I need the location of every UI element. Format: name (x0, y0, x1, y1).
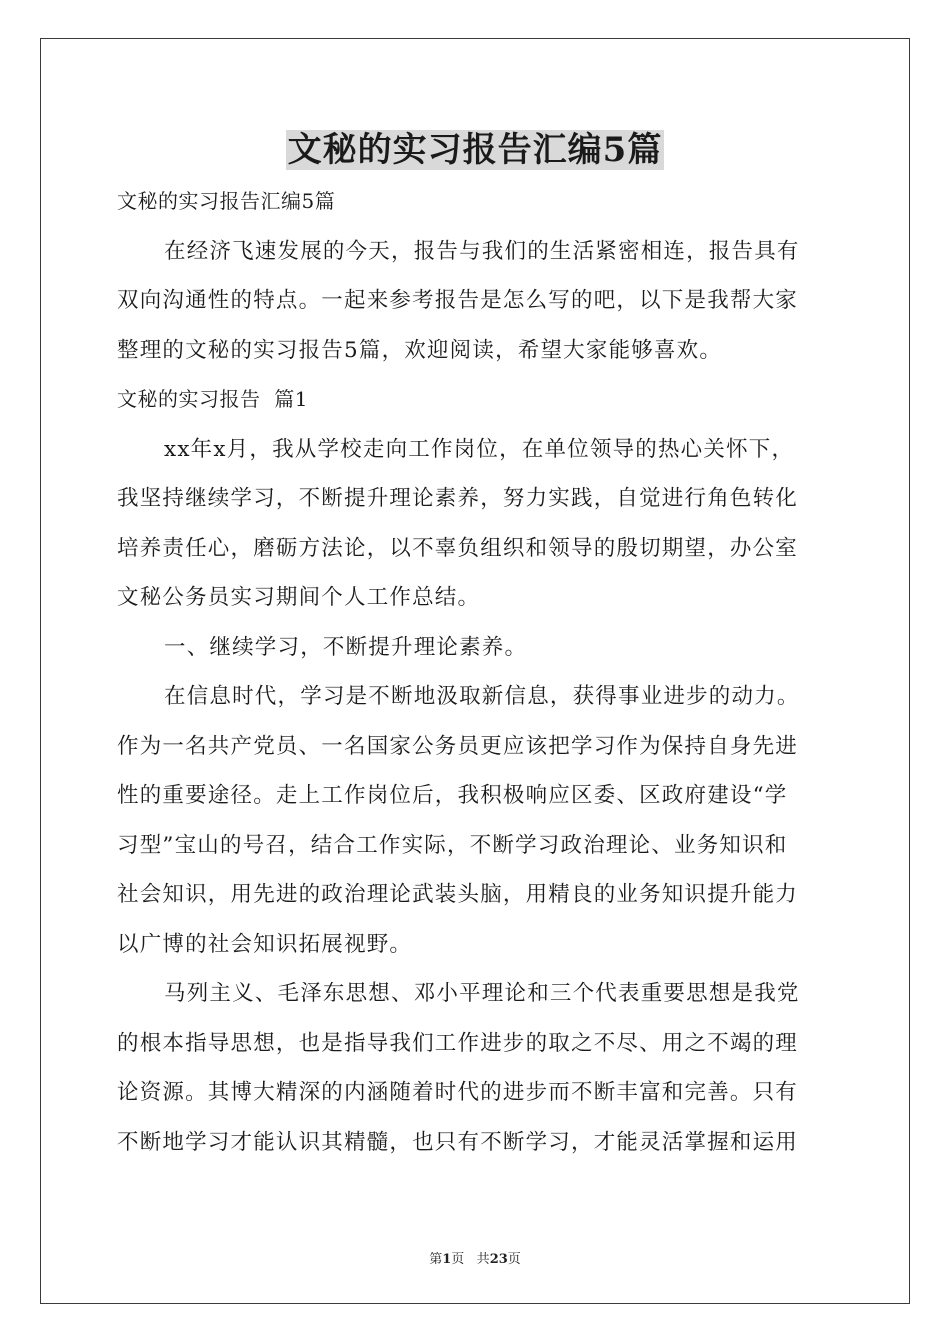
paragraph-line: 在信息时代，学习是不断地汲取新信息，获得事业进步的动力。 (164, 684, 800, 709)
intro-line: 双向沟通性的特点。一起来参考报告是怎么写的吧，以下是我帮大家 (117, 288, 799, 313)
paragraph-line: 以广博的社会知识拓展视野。 (117, 931, 413, 957)
page-number: 1 (442, 1252, 452, 1267)
paragraph-line: 习型”宝山的号召，结合工作实际，不断学习政治理论、业务知识和 (117, 832, 788, 858)
page-footer (0, 1248, 950, 1267)
paragraph-line: 的根本指导思想，也是指导我们工作进步的取之不尽、用之不竭的理 (117, 1030, 799, 1056)
intro-line: 在经济飞速发展的今天，报告与我们的生活紧密相连，报告具有 (164, 238, 800, 264)
page-suffix: 页 (451, 1252, 465, 1267)
point-heading: 一、继续学习，不断提升理论素养。 (164, 634, 528, 660)
paragraph-line: 我坚持继续学习，不断提升理论素养，努力实践，自觉进行角色转化 (117, 486, 799, 511)
paragraph-line: 作为一名共产党员、一名国家公务员更应该把学习作为保持自身先进 (117, 733, 799, 759)
document-body (117, 177, 847, 1167)
document-subtitle: 文秘的实习报告汇编5篇 (117, 189, 336, 213)
paragraph-line: 社会知识，用先进的政治理论武装头脑，用精良的业务知识提升能力 (117, 882, 799, 907)
section-heading: 文秘的实习报告 篇1 (117, 387, 308, 411)
paragraph-line: 文秘公务员实习期间个人工作总结。 (117, 585, 481, 610)
paragraph-line: 性的重要途径。走上工作岗位后，我积极响应区委、区政府建设“学 (117, 783, 788, 808)
total-pages: 23 (489, 1252, 508, 1267)
paragraph-line: 论资源。其博大精深的内涵随着时代的进步而不断丰富和完善。只有 (117, 1080, 799, 1105)
document-title: 文秘的实习报告汇编5篇 (287, 130, 663, 170)
page-prefix: 第 (429, 1252, 443, 1267)
paragraph-line: xx年x月，我从学校走向工作岗位，在单位领导的热心关怀下， (164, 436, 795, 462)
intro-line: 整理的文秘的实习报告5篇，欢迎阅读，希望大家能够喜欢。 (117, 337, 723, 363)
total-prefix: 共 (476, 1252, 490, 1267)
paragraph-line: 马列主义、毛泽东思想、邓小平理论和三个代表重要思想是我党 (164, 981, 800, 1006)
paragraph-line: 培养责任心，磨砺方法论，以不辜负组织和领导的殷切期望，办公室 (117, 535, 799, 561)
paragraph-line: 不断地学习才能认识其精髓，也只有不断学习，才能灵活掌握和运用 (117, 1129, 799, 1155)
total-suffix: 页 (507, 1252, 521, 1267)
